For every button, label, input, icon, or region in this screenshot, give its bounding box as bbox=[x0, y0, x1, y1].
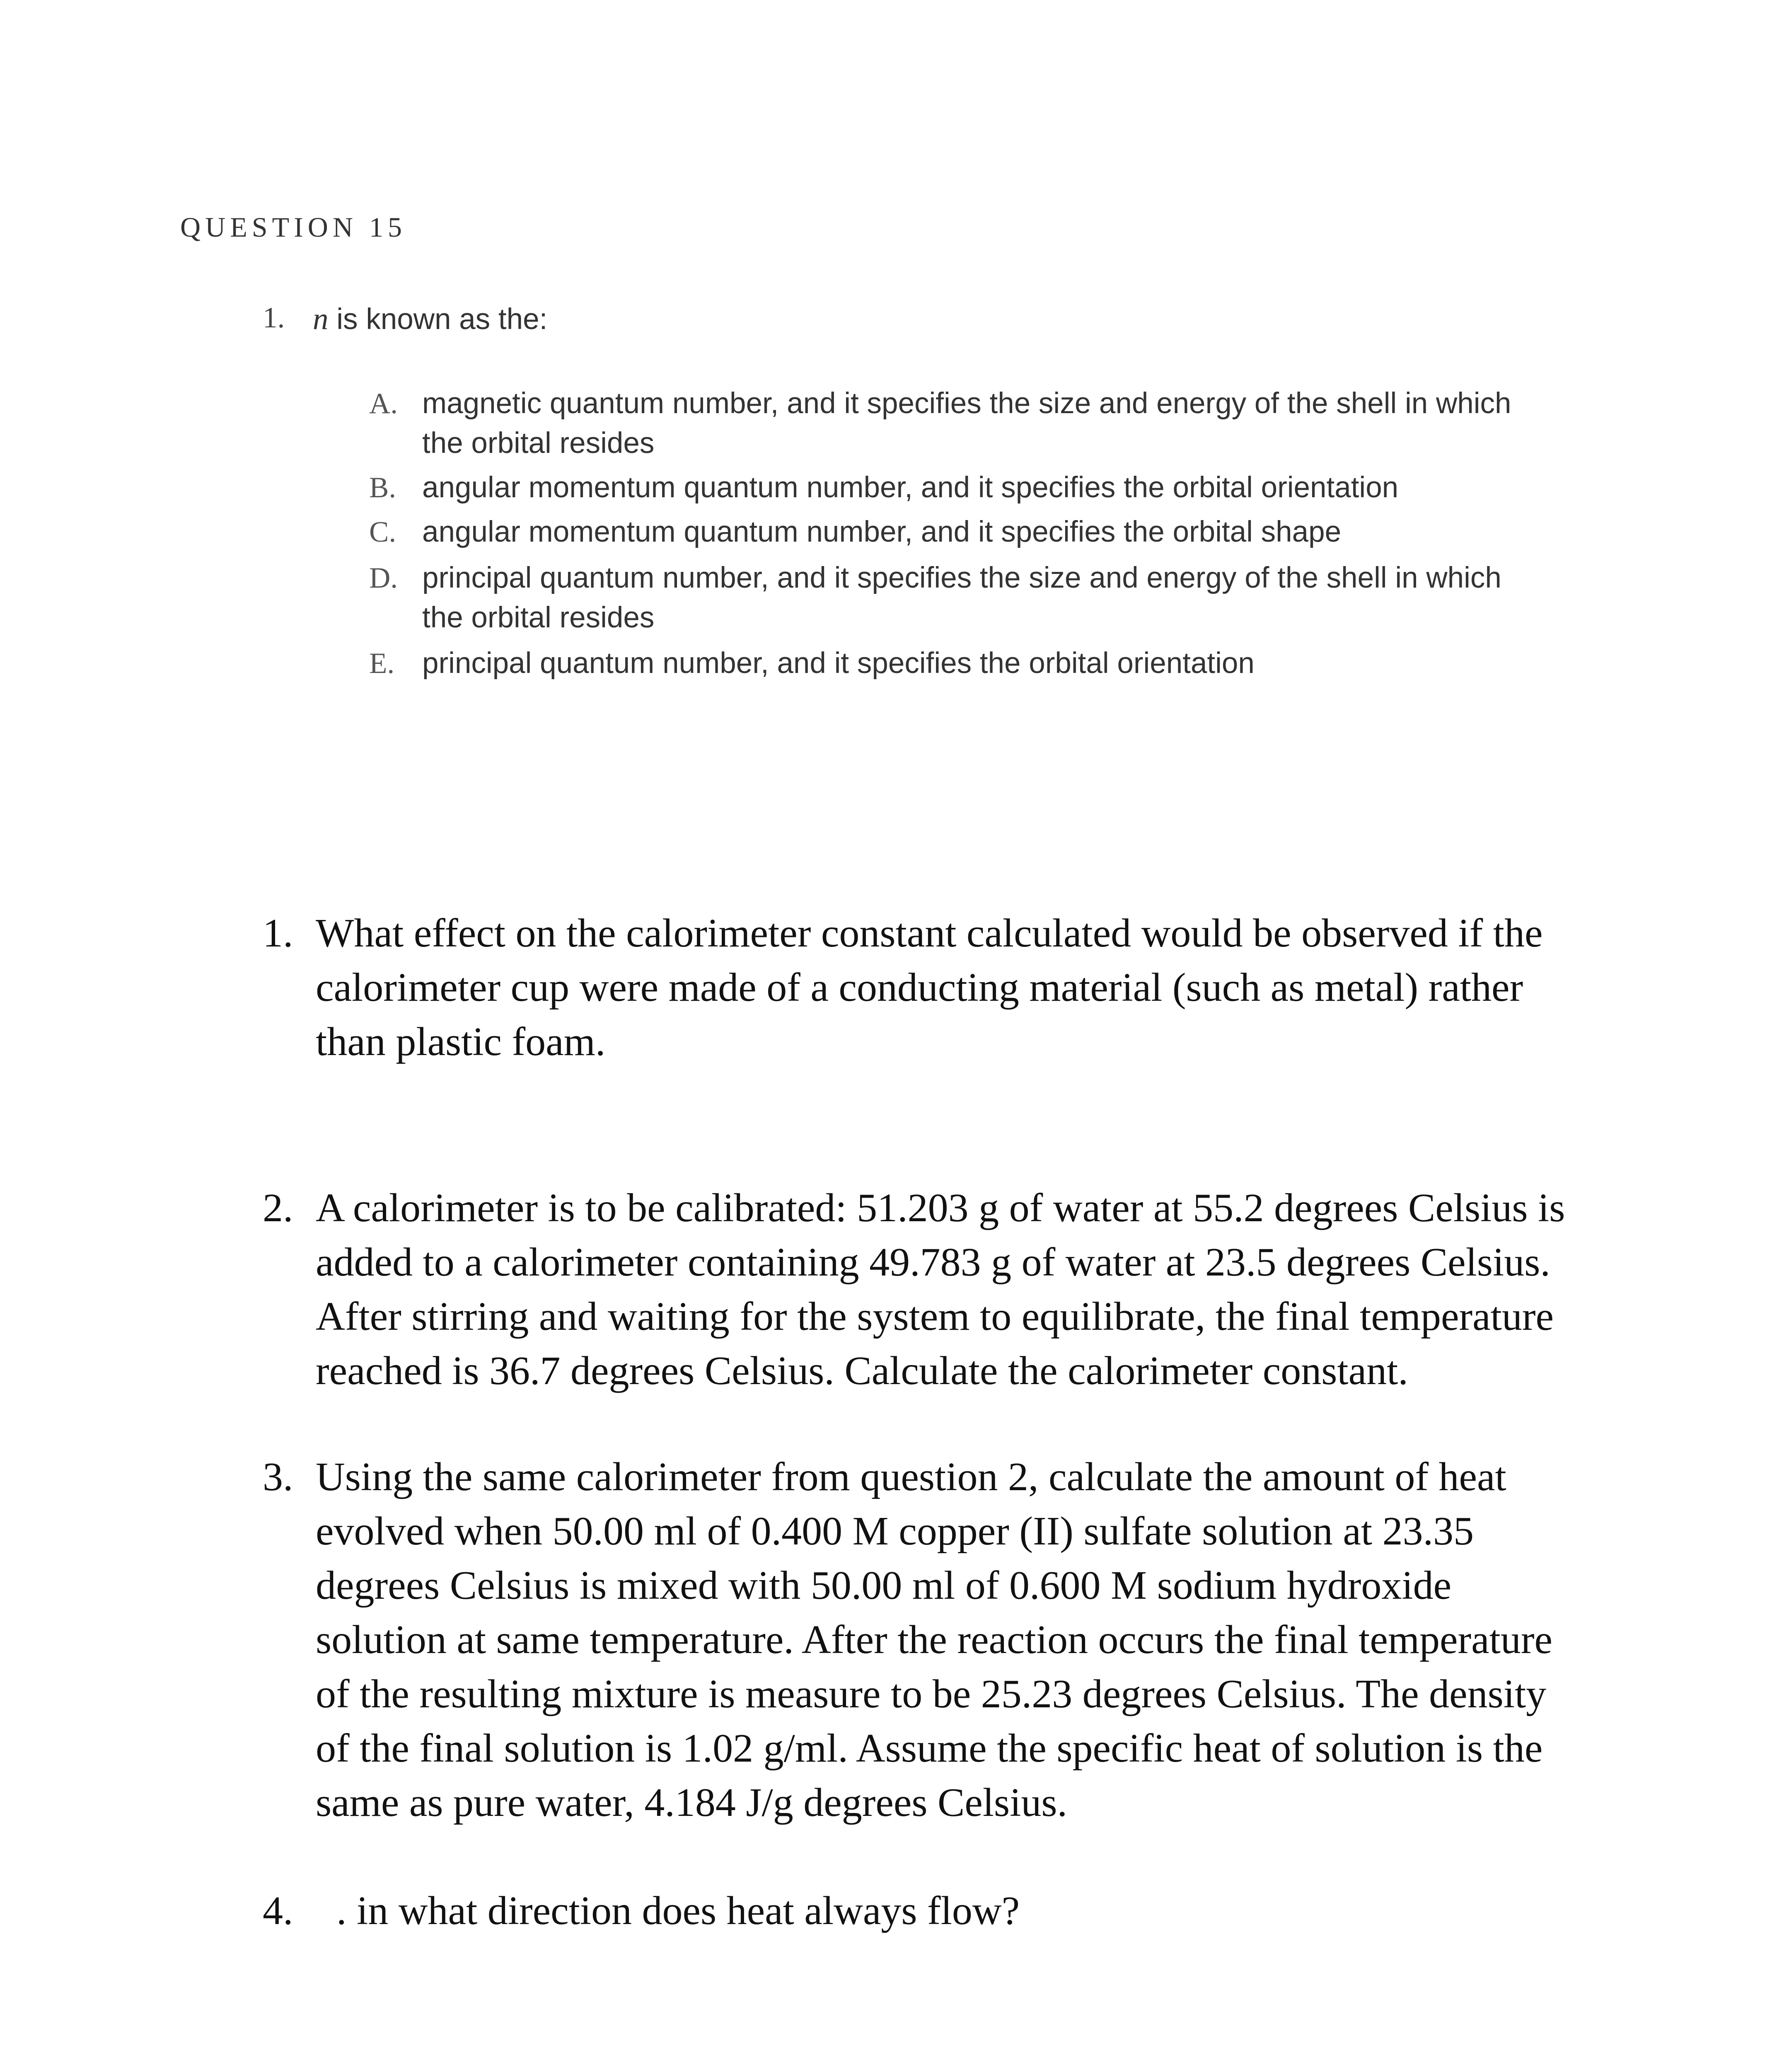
option-letter: D. bbox=[369, 562, 398, 594]
question-text: What effect on the calorimeter constant calculated would be observed if the calorimeter cup were made of a conducting material (such as metal) rather than plastic foam. bbox=[316, 911, 1543, 1064]
option-letter: C. bbox=[369, 516, 396, 548]
question-title: QUESTION 15 bbox=[180, 211, 406, 243]
option-text: principal quantum number, and it specifies the size and energy of the shell in which the orbital resides bbox=[422, 562, 1501, 634]
option-text: magnetic quantum number, and it specifies the size and energy of the shell in which the orbital resides bbox=[422, 387, 1511, 460]
option-letter: E. bbox=[369, 647, 395, 680]
option-letter: A. bbox=[369, 387, 398, 420]
variable-n: n bbox=[313, 302, 329, 336]
question-number: 3. bbox=[263, 1455, 293, 1499]
option-text: angular momentum quantum number, and it specifies the orbital shape bbox=[422, 516, 1342, 548]
option-d bbox=[369, 558, 1550, 638]
option-text: angular momentum quantum number, and it specifies the orbital orientation bbox=[422, 471, 1399, 504]
mc-question-stem bbox=[313, 301, 547, 337]
option-c bbox=[369, 512, 1550, 552]
option-text: principal quantum number, and it specifies the orbital orientation bbox=[422, 647, 1255, 680]
question-1 bbox=[263, 906, 1591, 1069]
question-4 bbox=[263, 1884, 1591, 1938]
option-b bbox=[369, 468, 1550, 508]
question-number: 4. bbox=[263, 1888, 293, 1933]
question-text: Using the same calorimeter from question 2, calculate the amount of heat evolved when 50.00 ml of 0.400 M copper (II) sulfate solution at 23.35 degrees Celsius is mixed with 50.00 ml of 0.600 M sodium hydroxide solution at same temperature. After the reaction occurs the final temperature of the resulting mixture is measure to be 25.23 degrees Celsius. The density of the final solution is 1.02 g/ml. Assume the specific heat of solution is the same as pure water, 4.184 J/g degrees Celsius. bbox=[316, 1455, 1553, 1825]
question-number: 2. bbox=[263, 1186, 293, 1230]
option-a bbox=[369, 384, 1550, 463]
question-text: A calorimeter is to be calibrated: 51.203 g of water at 55.2 degrees Celsius is added to a calorimeter containing 49.783 g of water at 23.5 degrees Celsius. After stirring and waiting for the system to equilibrate, the final temperature reached is 36.7 degrees Celsius. Calculate the calorimeter constant. bbox=[316, 1186, 1565, 1393]
option-letter: B. bbox=[369, 472, 396, 504]
option-e bbox=[369, 644, 1550, 683]
question-3 bbox=[263, 1450, 1591, 1830]
question-number: 1. bbox=[263, 911, 293, 956]
mc-question-number: 1. bbox=[263, 302, 285, 334]
question-text: . in what direction does heat always flow? bbox=[336, 1888, 1020, 1933]
question-2 bbox=[263, 1181, 1591, 1398]
stem-text: is known as the: bbox=[328, 303, 548, 336]
